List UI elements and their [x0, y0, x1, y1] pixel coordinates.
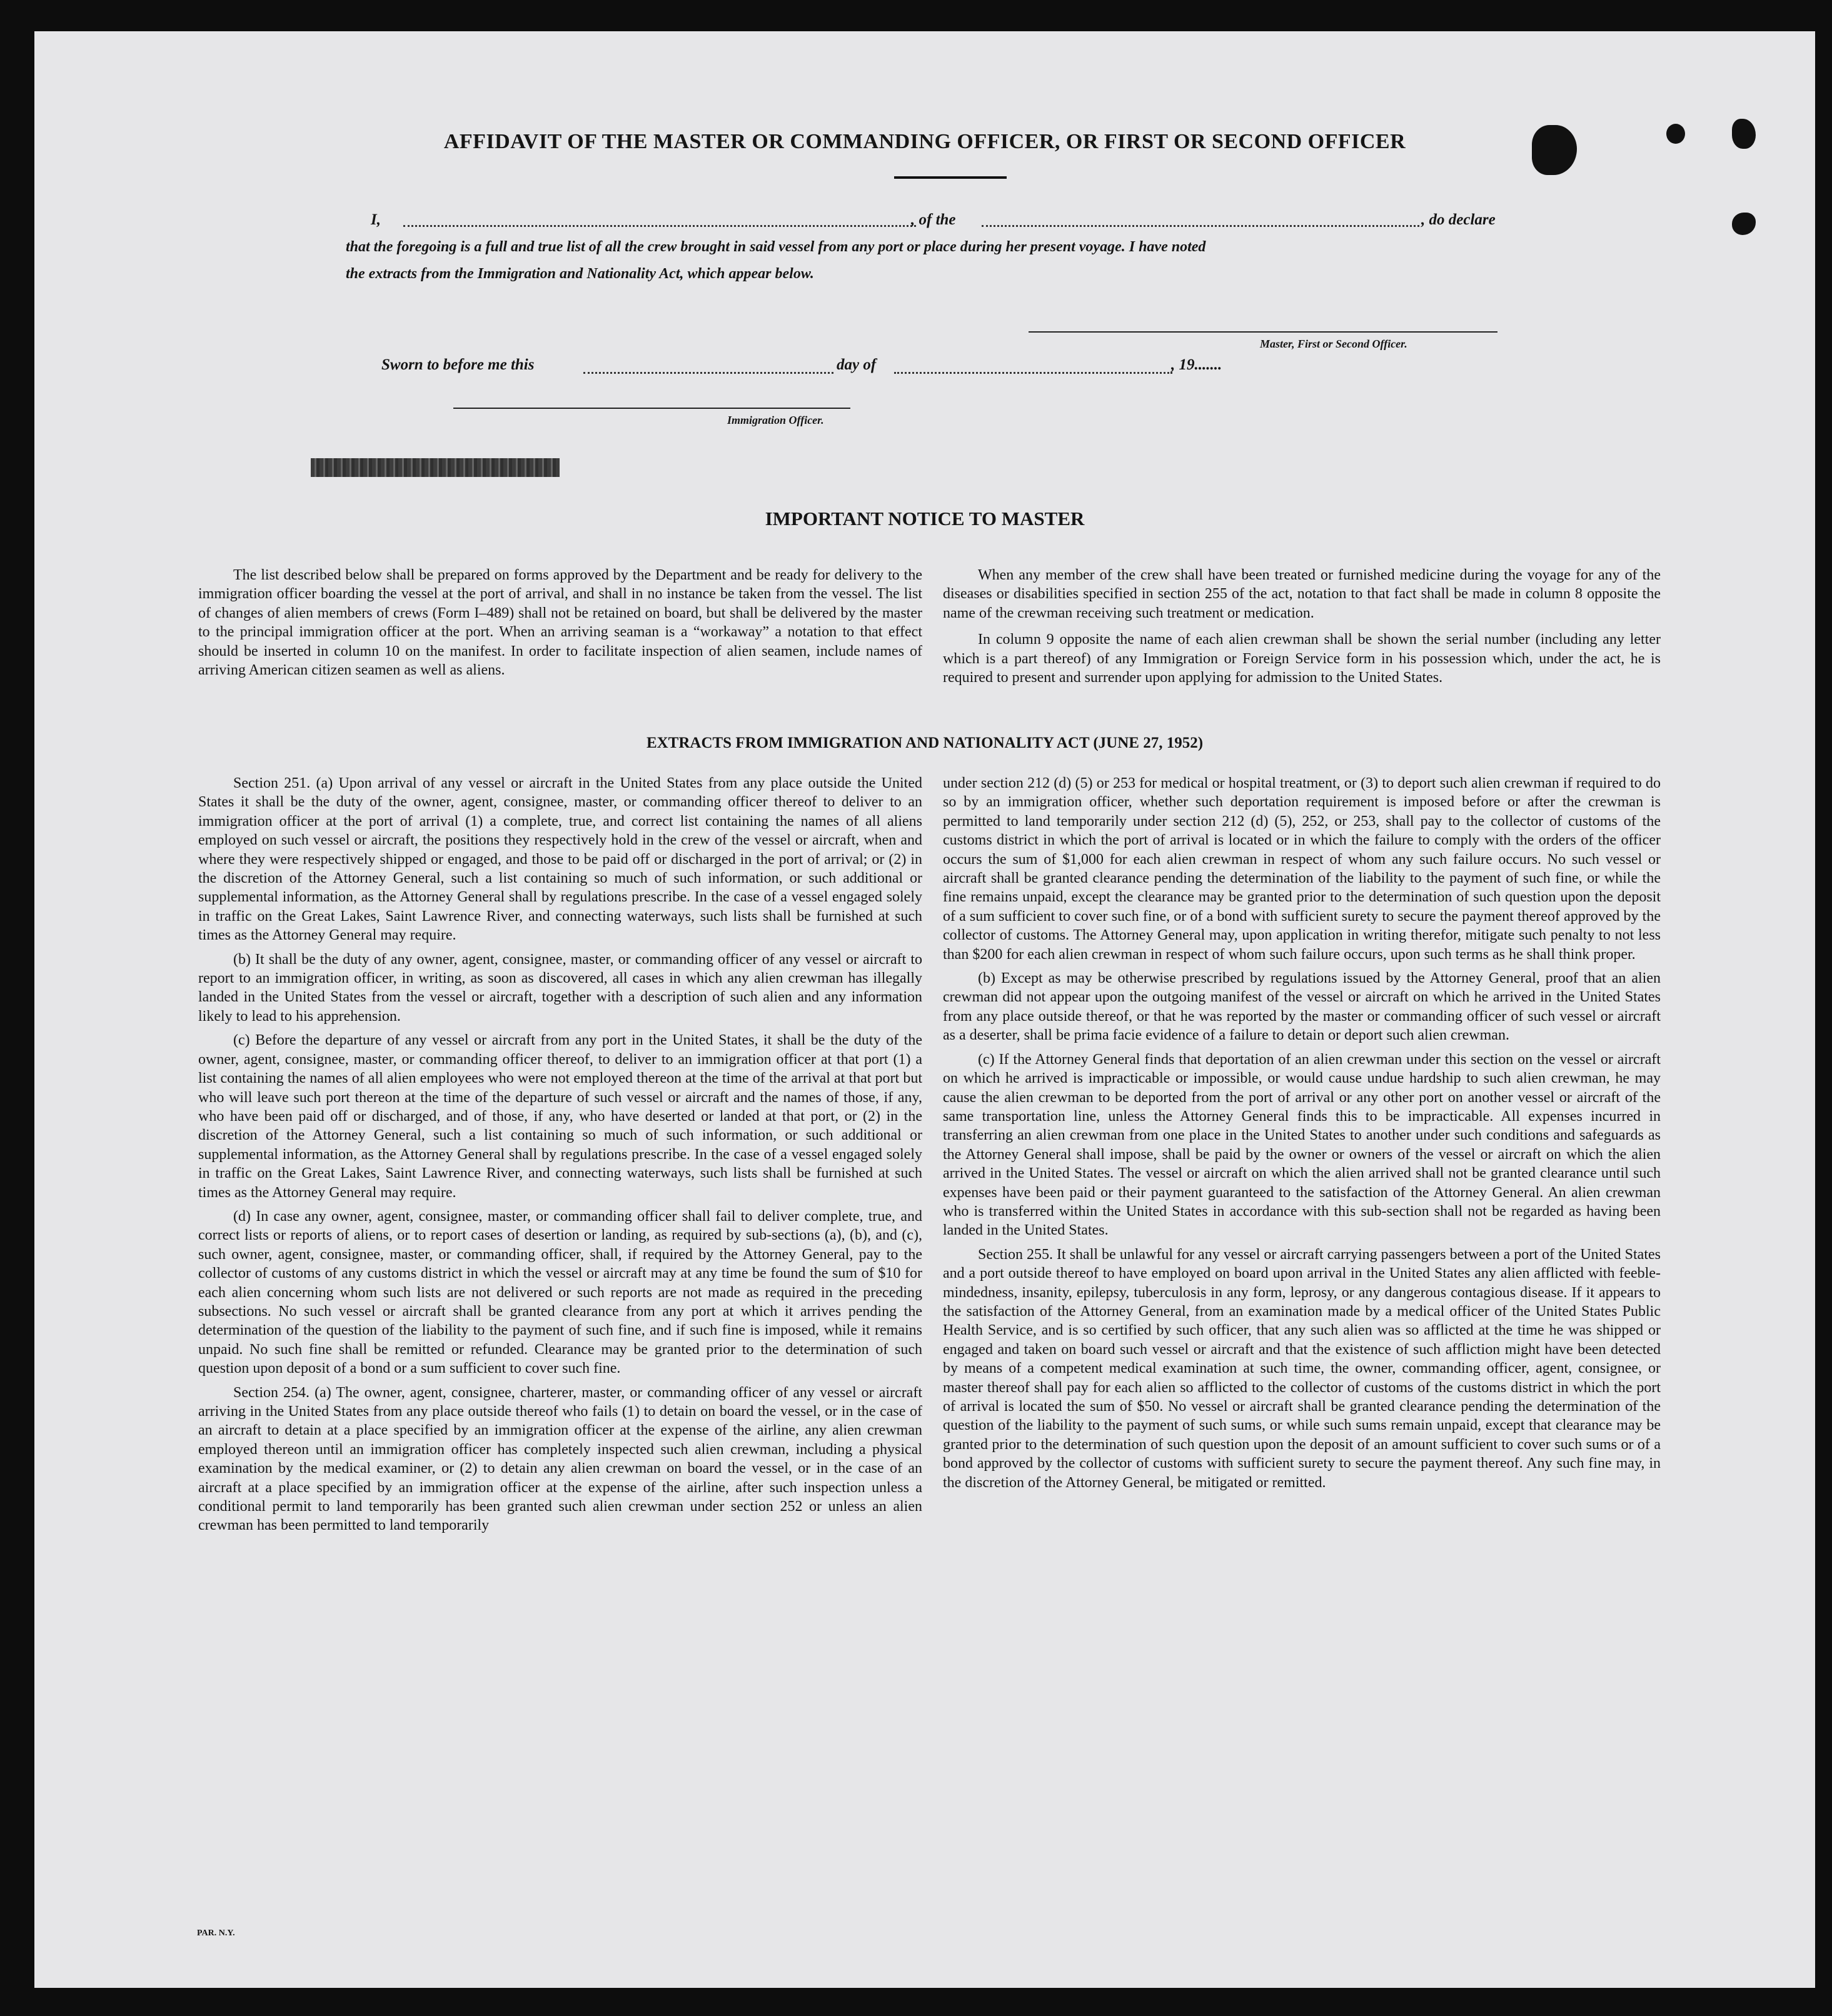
notice-paragraph: The list described below shall be prepared on forms approved by the Department and be ready for delivery to the immigration officer boarding the vessel at the port of arrival, and shall in no instance be taken from the vessel. The list of changes of alien members of crews (Form I–489) shall not be retained on board, but shall be delivered by the master to the principal immigration officer at the port. When an arriving seaman is a “workaway” a notation to that effect should be inserted in column 10 on the manifest. In order to facilitate inspection of alien seamen, include names of arriving American citizen seamen as well as aliens. — [198, 567, 922, 679]
extract-paragraph: (b) It shall be the duty of any owner, agent, consignee, master, or commanding officer of any vessel or aircraft to report to an immigration officer, in writing, as soon as discovered, all cases in which any alien crewman has illegally landed in the United States from the vessel or aircraft, together with a description of such alien and any information likely to lead to his apprehension. — [198, 951, 922, 1025]
extract-paragraph: Section 255. It shall be unlawful for any vessel or aircraft carrying passengers between a port of the United States and a port outside thereof to have employed on board upon arrival in the United States any alien afflicted with feeble-mindedness, insanity, epilepsy, tuberculosis in any form, leprosy, or any dangerous contagious disease. If it appears to the satisfaction of the Attorney General, from an examination made by a medical officer of the United States Public Health Service, and is so certified by such officer, that any such alien was so afflicted at the time he was shipped or engaged and taken on board such vessel or aircraft and that the existence of such affliction might have been detected by means of a competent medical examination at such time, the owner, commanding officer, agent, consignee, or master thereof shall pay for each alien so afflicted to the collector of customs of the customs district in which the port of arrival is located the sum of $50. No vessel or aircraft shall be granted clearance pending the determination of the question of the liability to the payment of such sums, or while such sums remain unpaid, except that clearance may be granted prior to the determination of such question upon the deposit of an amount sufficient to cover such sums or of a bond approved by the collector of customs with sufficient surety to secure the payment thereof. Any such fine may, in the discretion of the Attorney General, be mitigated or remitted. — [943, 1246, 1661, 1491]
notice-paragraph: When any member of the crew shall have been treated or furnished medicine during the voyage for any of the diseases or disabilities specified in section 255 of the act, notation to that fact shall be made in column 8 opposite the name of the crewman receiving such treatment or medication. — [943, 567, 1661, 621]
i-label: I, — [371, 211, 381, 228]
signature-line — [1029, 331, 1497, 333]
notice-right-column — [943, 566, 1661, 692]
extract-paragraph: Section 254. (a) The owner, agent, consignee, charterer, master, or commanding officer of any vessel or aircraft arriving in the United States from any place outside thereof who fails (1) to detain on board the vessel, or in the case of an aircraft to detain at a place specified by an immigration officer at the expense of the airline, any alien crewman employed thereon until an immigration officer has completely inspected such alien crewman, including a physical examination by the medical examiner, or (2) to detain any alien crewman on board the vessel, or in the case of an aircraft at a place specified by an immigration officer at the expense of the airline, after such inspection unless a conditional permit to land temporarily has been granted such alien crewman under section 252 or unless an alien crewman has been permitted to land temporarily — [198, 1384, 922, 1534]
extract-paragraph: under section 212 (d) (5) or 253 for medical or hospital treatment, or (3) to deport such alien crewman if required to do so by an immigration officer, whether such deportation requirement is imposed before or after the crewman is permitted to land temporarily under section 212 (d) (5), 252, or 253, shall pay to the collector of customs of the customs district in which the port of arrival is located or in which the failure to comply with the orders of the officer occurs the sum of $1,000 for each alien crewman in respect of whom any such failure occurs. No such vessel or aircraft shall be granted clearance pending the determination of the liability to the payment of such fine, or while the fine remains unpaid, except the clearance may be granted prior to the determination of such question upon the deposit of a sum sufficient to cover such fine, or of a bond with sufficient surety to secure the payment thereof approved by the collector of customs. The Attorney General may, upon application in writing therefor, mitigate such penalty to not less than $200 for each alien crewman in respect of whom such failure occurs, upon such terms as he shall think proper. — [943, 775, 1661, 963]
of-the-label: , of the — [911, 211, 956, 228]
notice-left-column — [198, 566, 922, 685]
extract-paragraph: (d) In case any owner, agent, consignee, master, or commanding officer shall fail to deliver complete, true, and correct lists or reports of aliens, or to report cases of desertion or landing, as required by sub-sections (a), (b), and (c), such owner, agent, consignee, master, or commanding officer, shall, if required by the Attorney General, pay to the collector of customs of any customs district in which the vessel or aircraft may at any time be found the sum of $10 for each alien concerning whom such lists are not delivered or such reports are not made as required in the preceding subsections. No such vessel or aircraft shall be granted clearance from any port at which it arrives pending the determination of the question of the liability to the payment of such fine, and if such fine is imposed, while it remains unpaid. No such fine shall be remitted or refunded. Clearance may be granted prior to the determination of such question upon deposit of a bond or a sum sufficient to cover such fine. — [198, 1208, 922, 1377]
year-label: , 19....... — [1171, 356, 1222, 373]
extract-paragraph: (c) Before the departure of any vessel or aircraft from any port in the United States, it shall be the duty of the owner, agent, consignee, master, or commanding officer thereof, to deliver to an immigration officer at that port (1) a list containing the names of all alien employees who were not employed thereon at the time of the arrival at that port but who will leave such port thereon at the time of the departure of such vessel or aircraft and the names of those, if any, who have been paid off or discharged, and of those, if any, who have deserted or landed at that port, or (2) in the discretion of the Attorney General, such a list containing so much of such information, or such additional or supplemental information, as the Attorney General shall by regulations prescribe. In the case of a vessel engaged solely in traffic on the Great Lakes, Saint Lawrence River, and connecting waterways, such lists shall be furnished at such times as the Attorney General may require. — [198, 1032, 922, 1201]
extracts-right-column — [943, 774, 1661, 1497]
officer-label: Immigration Officer. — [727, 414, 824, 426]
title-underline — [894, 176, 1007, 179]
sworn-month-line — [894, 372, 1172, 374]
sworn-label: Sworn to before me this — [381, 356, 535, 373]
extract-paragraph: (b) Except as may be otherwise prescribed by regulations issued by the Attorney General, proof that an alien crewman did not appear upon the outgoing manifest of the vessel or aircraft on which he arrived in the United States from any place outside thereof, or that he was reported by the master or commanding officer of such vessel or aircraft as a deserter, shall be prima facie evidence of a failure to detain or deport such alien crewman. — [943, 970, 1661, 1044]
notice-paragraph: In column 9 opposite the name of each alien crewman shall be shown the serial number (including any letter which is a part thereof) of any Immigration or Foreign Service form in his possession which, under the act, he is required to present and surrender upon applying for admission to the United States. — [943, 631, 1661, 686]
name-line — [403, 225, 916, 227]
affidavit-title: AFFIDAVIT OF THE MASTER OR COMMANDING OFFICER, OR FIRST OR SECOND OFFICER — [443, 130, 1406, 153]
document-page — [34, 31, 1815, 1988]
extracts-left-column — [198, 774, 922, 1540]
extract-paragraph: Section 251. (a) Upon arrival of any vessel or aircraft in the United States from any place outside the United States it shall be the duty of the owner, agent, consignee, master, or commanding officer thereof to deliver to an immigration officer at the port of arrival (1) a complete, true, and correct list containing the names of all aliens employed on such vessel or aircraft, the positions they respectively hold in the crew of the vessel or aircraft, when and where they were respectively shipped or engaged, and those to be paid off or discharged in the port of arrival; or (2) in the discretion of the Attorney General, such a list containing so much of such information, or such additional or supplemental information, as the Attorney General shall by regulations prescribe. In the case of a vessel engaged solely in traffic on the Great Lakes, Saint Lawrence River, and connecting waterways, such lists shall be furnished at such times as the Attorney General may require. — [198, 775, 922, 944]
extract-paragraph: (c) If the Attorney General finds that deportation of an alien crewman under this section on the vessel or aircraft on which he arrived is impracticable or impossible, or would cause undue hardship to such alien crewman, he may cause the alien crewman to be deported from the port of arrival or any other port on another vessel or aircraft of the same transportation line, unless the Attorney General finds this to be impracticable. All expenses incurred in transferring an alien crewman from one place in the United States to another under such conditions and safeguards as the Attorney General shall impose, shall be paid by the owner or owners of the vessel or aircraft on which the alien arrived in the United States. The vessel or aircraft on which the alien arrived shall not be granted clearance until such expenses have been paid or their payment guaranteed to the satisfaction of the Attorney General. An alien crewman who is transferred within the United States in accordance with this sub-section shall not be regarded as having been landed in the United States. — [943, 1051, 1661, 1239]
declaration-line-1: that the foregoing is a full and true list of all the crew brought in said vessel from any port or place during her present voyage. I have noted — [346, 239, 1206, 255]
declaration-line-2: the extracts from the Immigration and Nationality Act, which appear below. — [346, 266, 814, 282]
ink-stain — [1732, 213, 1756, 235]
day-of-label: day of — [837, 356, 877, 373]
officer-line — [453, 408, 850, 409]
signature-label: Master, First or Second Officer. — [1260, 338, 1407, 350]
sworn-day-line — [583, 372, 833, 374]
extracts-title: EXTRACTS FROM IMMIGRATION AND NATIONALITY ACT (JUNE 27, 1952) — [646, 735, 1204, 751]
notice-title: IMPORTANT NOTICE TO MASTER — [765, 508, 1085, 529]
do-declare-label: , do declare — [1421, 211, 1496, 228]
redaction-bar — [311, 458, 560, 477]
vessel-line — [982, 225, 1419, 227]
printer-mark: PAR. N.Y. — [197, 1928, 235, 1938]
